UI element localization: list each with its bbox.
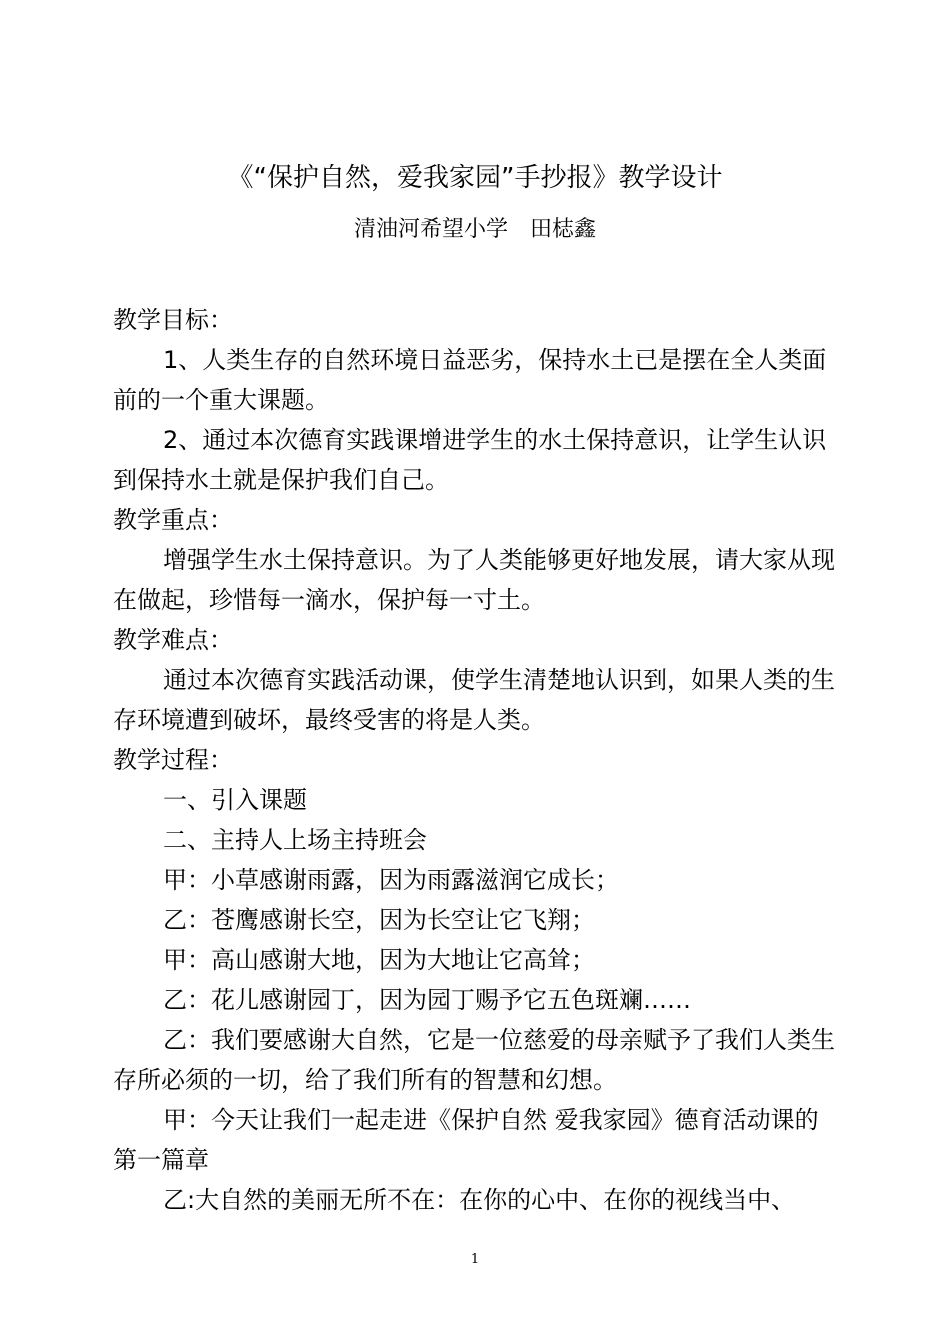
section-heading-difficulties: 教学难点： bbox=[113, 626, 233, 654]
dialogue-line: 乙:大自然的美丽无所不在：在你的心中、在你的视线当中、 bbox=[163, 1186, 796, 1214]
section-heading-process: 教学过程： bbox=[113, 746, 233, 774]
dialogue-line: 甲：今天让我们一起走进《保护自然 爱我家园》德育活动课的第一篇章 bbox=[113, 1106, 819, 1174]
dialogue-line: 甲：高山感谢大地，因为大地让它高耸； bbox=[163, 946, 595, 974]
paragraph: 通过本次德育实践活动课，使学生清楚地认识到，如果人类的生存环境遭到破坏，最终受害的将是人类。 bbox=[113, 666, 835, 734]
document-author: 清油河希望小学 田梽鑫 bbox=[353, 217, 596, 242]
dialogue-line: 乙：苍鹰感谢长空，因为长空让它飞翔； bbox=[163, 906, 595, 934]
document-body bbox=[113, 300, 839, 1220]
dialogue-line: 乙：花儿感谢园丁，因为园丁赐予它五色斑斓…… bbox=[163, 986, 691, 1014]
paragraph: 2、通过本次德育实践课增进学生的水土保持意识，让学生认识到保持水土就是保护我们自己。 bbox=[113, 426, 827, 494]
paragraph: 增强学生水土保持意识。为了人类能够更好地发展，请大家从现在做起，珍惜每一滴水，保护每一寸土。 bbox=[113, 546, 835, 614]
document-title: 《“保护自然，爱我家园”手抄报》教学设计 bbox=[227, 163, 723, 193]
section-heading-key-points: 教学重点： bbox=[113, 506, 233, 534]
paragraph: 二、主持人上场主持班会 bbox=[163, 826, 427, 854]
paragraph: 1、人类生存的自然环境日益恶劣，保持水土已是摆在全人类面前的一个重大课题。 bbox=[113, 346, 827, 414]
page-number: 1 bbox=[470, 1252, 480, 1267]
section-heading-objectives: 教学目标： bbox=[113, 306, 233, 334]
paragraph: 一、引入课题 bbox=[163, 786, 307, 814]
dialogue-line: 甲：小草感谢雨露，因为雨露滋润它成长； bbox=[163, 866, 619, 894]
dialogue-line: 乙：我们要感谢大自然，它是一位慈爱的母亲赋予了我们人类生存所必须的一切，给了我们所有的智慧和幻想。 bbox=[113, 1026, 835, 1094]
